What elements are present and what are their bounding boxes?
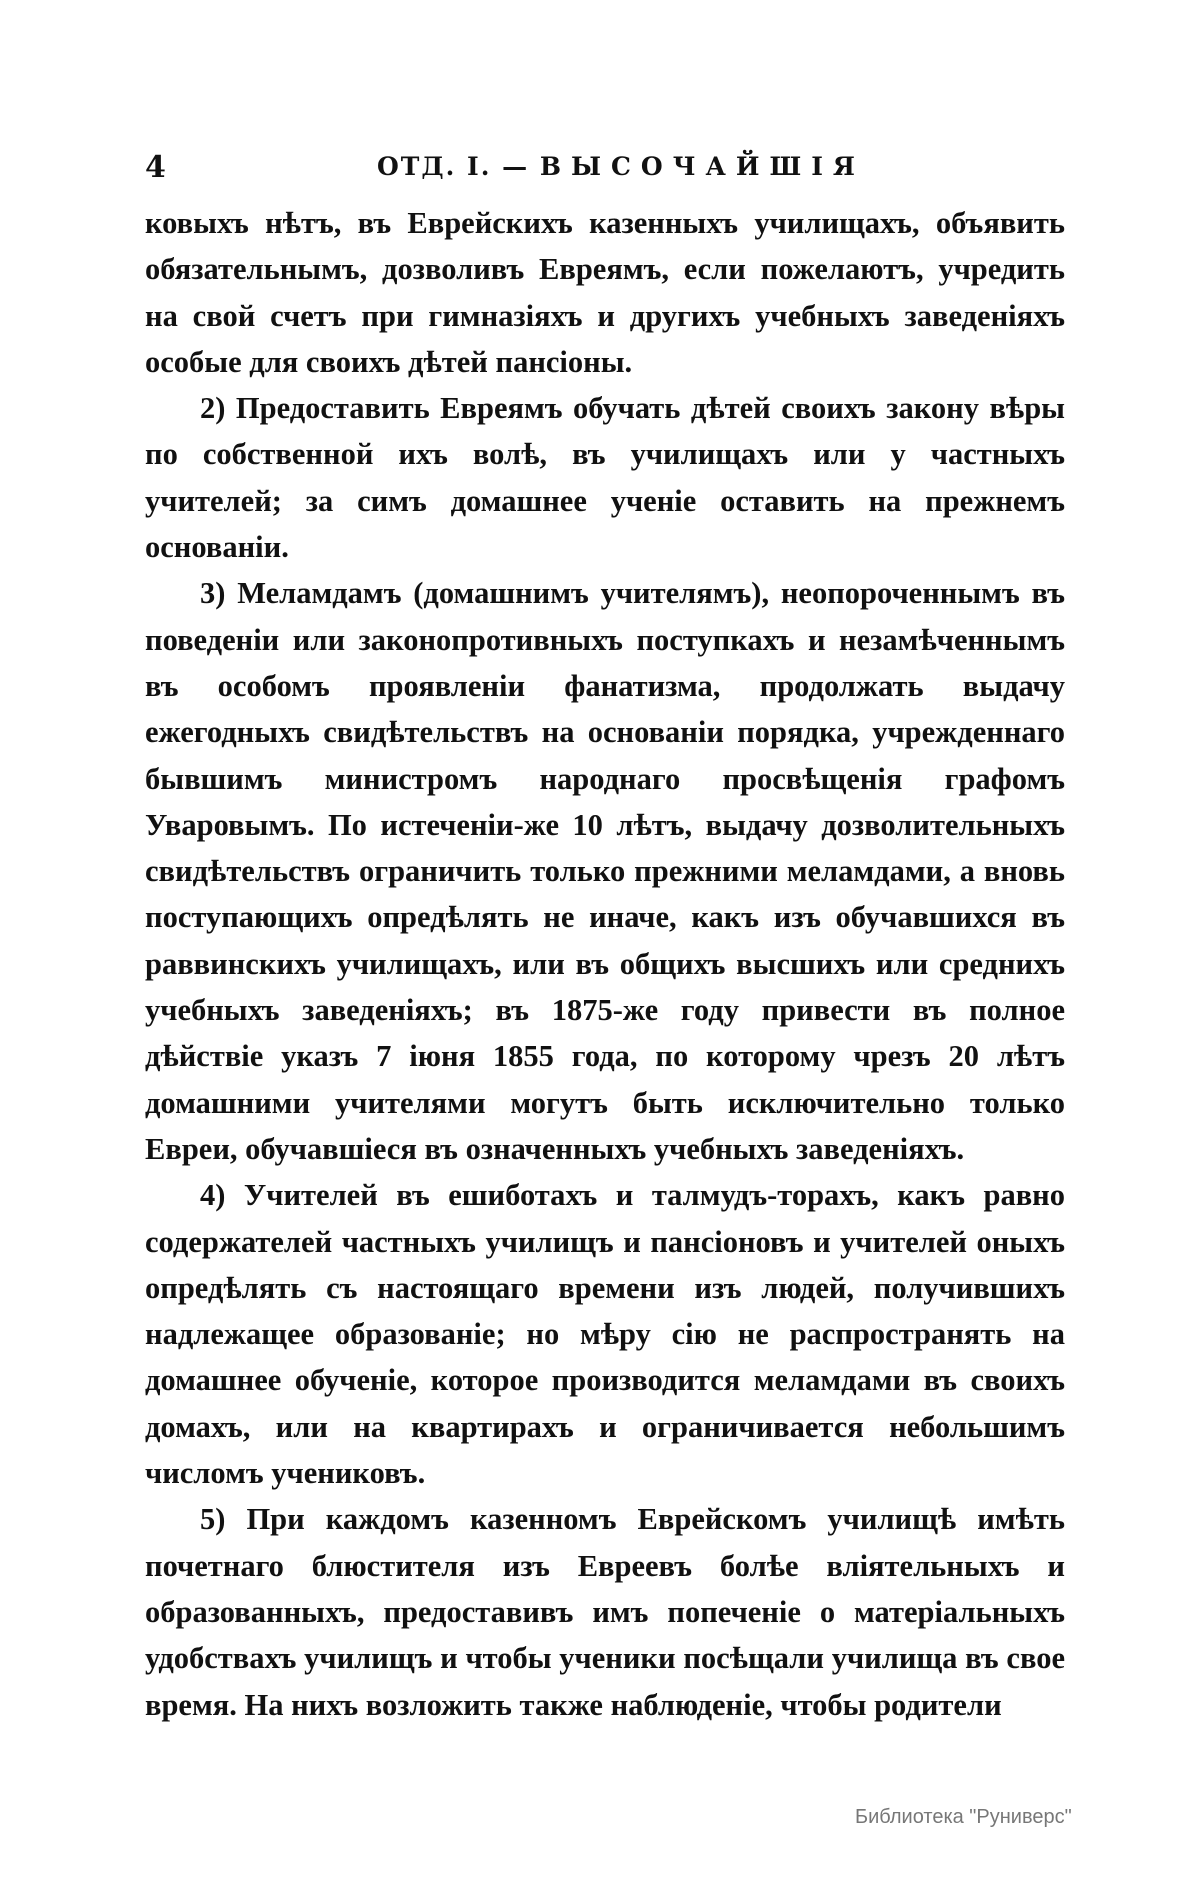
section-label: ОТД. I. — — [377, 152, 530, 181]
book-page — [145, 150, 1065, 1728]
paragraph-continuation: ковыхъ нѣтъ, въ Еврейскихъ казенныхъ училищахъ, объявить обязательнымъ, дозволивъ Евреямъ, если пожелаютъ, учредить на свой счетъ при гимназіяхъ и другихъ учебныхъ заведеніяхъ особые для своихъ дѣтей пансіоны. — [145, 206, 1065, 379]
paragraph-item-2: 2) Предоставить Евреямъ обучать дѣтей своихъ закону вѣры по собственной ихъ волѣ, въ училищахъ или у частныхъ учителей; за симъ домашнее ученіе оставить на прежнемъ основаніи. — [145, 391, 1065, 565]
page-number: 4 — [145, 150, 166, 185]
paragraph-item-3: 3) Меламдамъ (домашнимъ учителямъ), неопороченнымъ въ поведеніи или законопротивныхъ поступкахъ и незамѣченнымъ въ особомъ проявленіи фанатизма, продолжать выдачу ежегодныхъ свидѣтельствъ на основаніи порядка, учрежденнаго бывшимъ министромъ народнаго просвѣщенія графомъ Уваровымъ. По истеченіи-же 10 лѣтъ, выдачу дозволительныхъ свидѣтельствъ ограничить только прежними меламдами, а вновь поступающихъ опредѣлять не иначе, какъ изъ обучавшихся въ раввинскихъ училищахъ, или въ общихъ высшихъ или среднихъ учебныхъ заведеніяхъ; въ 1875-же году привести въ полное дѣйствіе указъ 7 іюня 1855 года, по которому чрезъ 20 лѣтъ домашними учителями могутъ быть исключительно только Евреи, обучавшіеся въ означенныхъ учебныхъ заведеніяхъ. — [145, 576, 1065, 1166]
section-title: ВЫСОЧАЙШІЯ — [539, 152, 865, 181]
running-head — [145, 150, 1065, 200]
body-text — [145, 200, 1065, 1728]
running-title — [377, 152, 865, 181]
paragraph-item-4: 4) Учителей въ ешиботахъ и талмудъ-торахъ, какъ равно содержателей частныхъ училищъ и пансіоновъ и учителей оныхъ опредѣлять съ настоящаго времени изъ людей, получившихъ надлежащее образованіе; но мѣру сію не распространять на домашнее обученіе, которое производится меламдами въ своихъ домахъ, или на квартирахъ и ограничивается небольшимъ числомъ учениковъ. — [145, 1178, 1065, 1491]
paragraph-item-5: 5) При каждомъ казенномъ Еврейскомъ училищѣ имѣть почетнаго блюстителя изъ Евреевъ болѣе вліятельныхъ и образованныхъ, предоставивъ имъ попеченіе о матеріальныхъ удобствахъ училищъ и чтобы ученики посѣщали училища въ свое время. На нихъ возложить также наблюденіе, чтобы родители — [145, 1502, 1065, 1722]
library-watermark: Библиотека "Руниверс" — [855, 1806, 1072, 1828]
